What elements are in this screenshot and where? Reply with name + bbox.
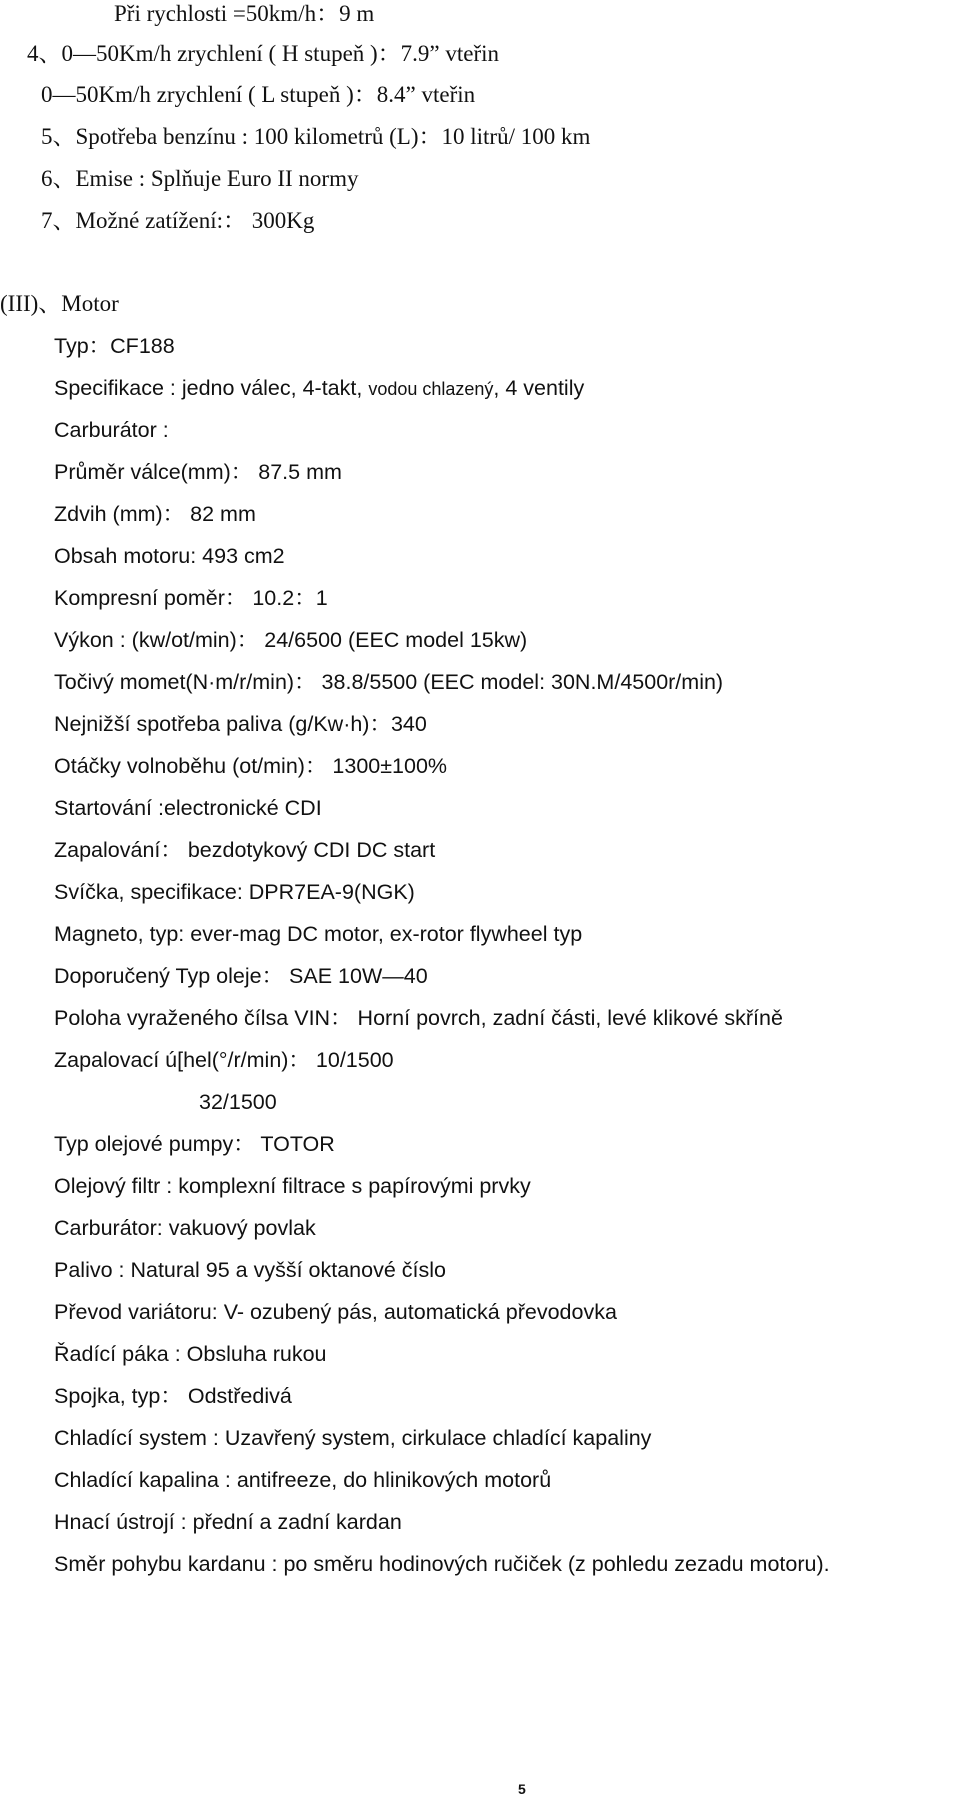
torque-line: Točivý momet(N·m/r/min)： 38.8/5500 (EEC model: 30N.M/4500r/min) — [54, 670, 724, 694]
variator-line: Převod variátoru: V- ozubený pás, automatická převodovka — [54, 1300, 617, 1324]
compression-ratio-line: Kompresní poměr： 10.2：1 — [54, 586, 328, 610]
carburetor-line: Carburátor : — [54, 418, 169, 442]
specification-part-3: , 4 ventily — [493, 376, 585, 400]
motor-type-line: Typ：CF188 — [54, 334, 175, 358]
fuel-consumption-line: 5、Spotřeba benzínu : 100 kilometrů (L)：10 litrů/ 100 km — [41, 124, 591, 149]
vin-position-line: Poloha vyraženého čílsa VIN： Horní povrch, zadní části, levé klikové skříně — [54, 1006, 783, 1030]
ignition-line: Zapalování： bezdotykový CDI DC start — [54, 838, 436, 862]
cooling-system-line: Chladící system : Uzavřený system, cirkulace chladící kapaliny — [54, 1426, 652, 1450]
stroke-line: Zdvih (mm)： 82 mm — [54, 502, 256, 526]
magneto-line: Magneto, typ: ever-mag DC motor, ex-rotor flywheel typ — [54, 922, 583, 946]
motor-specification-line — [54, 374, 584, 403]
oil-pump-line: Typ olejové pumpy： TOTOR — [54, 1132, 335, 1156]
coolant-line: Chladící kapalina : antifreeze, do hlinikových motorů — [54, 1468, 552, 1492]
displacement-line: Obsah motoru: 493 cm2 — [54, 544, 285, 568]
carburetor-type-line: Carburátor: vakuový povlak — [54, 1216, 316, 1240]
acceleration-l-line: 0—50Km/h zrychlení ( L stupeň )：8.4” vteřin — [41, 82, 476, 107]
section-heading-motor: (III)、Motor — [0, 291, 119, 316]
oil-filter-line: Olejový filtr : komplexní filtrace s papírovými prvky — [54, 1174, 531, 1198]
drive-line: Hnací ústrojí : přední a zadní kardan — [54, 1510, 402, 1534]
specification-part-2: vodou chlazený — [368, 379, 494, 399]
power-line: Výkon : (kw/ot/min)： 24/6500 (EEC model 15kw) — [54, 628, 528, 652]
page-number: 5 — [518, 1781, 526, 1797]
specification-part-1: Specifikace : jedno válec, 4-takt, — [54, 376, 369, 400]
spark-plug-line: Svíčka, specifikace: DPR7EA-9(NGK) — [54, 880, 415, 904]
ignition-angle-second-value: 32/1500 — [199, 1090, 277, 1114]
shift-lever-line: Řadící páka : Obsluha rukou — [54, 1342, 327, 1366]
speed-line: Při rychlosti =50km/h：9 m — [114, 1, 375, 26]
load-capacity-line: 7、Možné zatížení:： 300Kg — [41, 208, 315, 233]
idle-speed-line: Otáčky volnoběhu (ot/min)： 1300±100% — [54, 754, 448, 778]
clutch-line: Spojka, typ： Odstředivá — [54, 1384, 292, 1408]
min-fuel-consumption-line: Nejnižší spotřeba paliva (g/Kw·h)：340 — [54, 712, 427, 736]
acceleration-h-line: 4、0—50Km/h zrychlení ( H stupeň )：7.9” vteřin — [27, 41, 500, 66]
recommended-oil-line: Doporučený Typ oleje： SAE 10W—40 — [54, 964, 428, 988]
bore-line: Průměr válce(mm)： 87.5 mm — [54, 460, 342, 484]
fuel-line: Palivo : Natural 95 a vyšší oktanové číslo — [54, 1258, 446, 1282]
ignition-angle-line: Zapalovací ú[hel(°/r/min)： 10/1500 — [54, 1048, 394, 1072]
emission-line: 6、Emise : Splňuje Euro II normy — [41, 166, 359, 191]
starting-line: Startování :electronické CDI — [54, 796, 322, 820]
cardan-direction-line: Směr pohybu kardanu : po směru hodinových ručiček (z pohledu zezadu motoru). — [54, 1552, 830, 1576]
